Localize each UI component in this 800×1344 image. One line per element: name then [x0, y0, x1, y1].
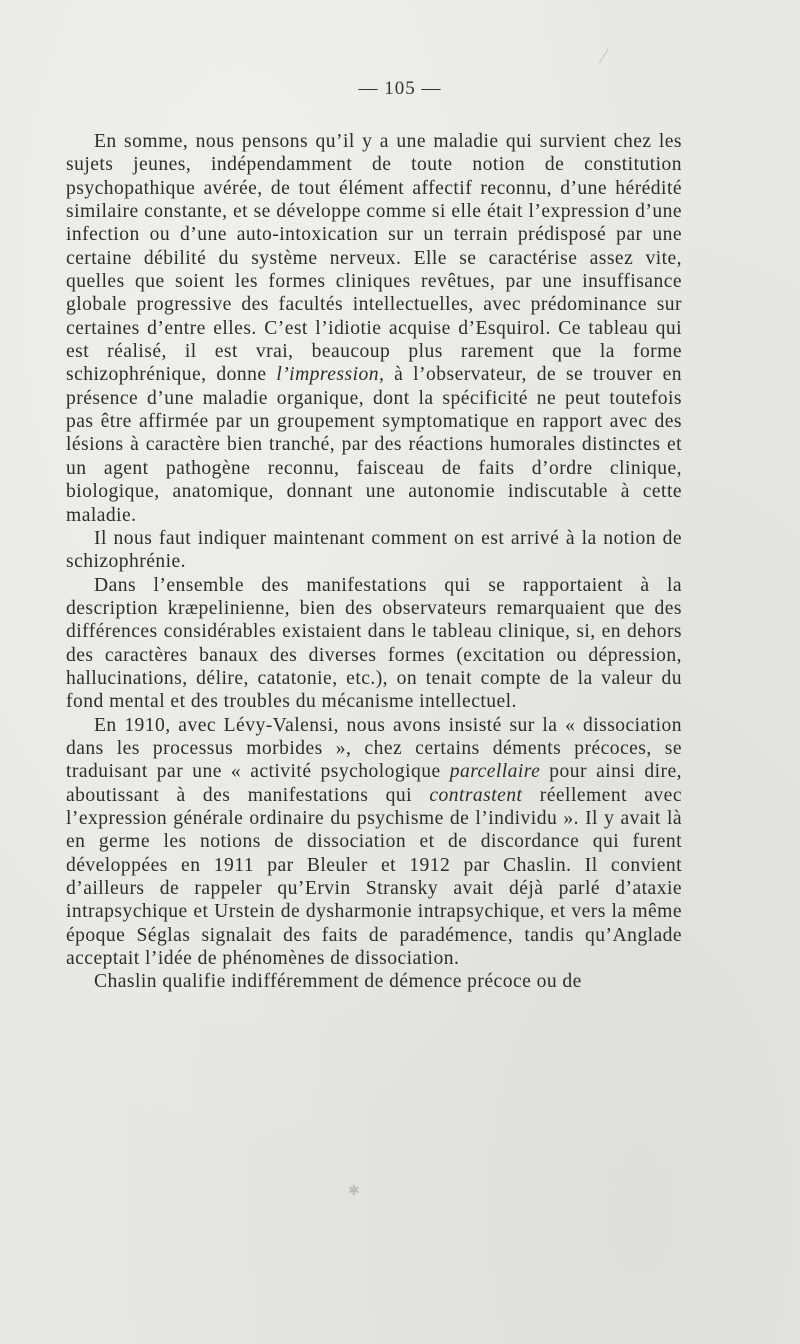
paragraph-text: à l’observateur, de se trouver en présence d’une maladie organique, dont la spécificité ne peut toutefois pas être affirmée par un groupement symptomatique en rapport avec des lésions à caractère bien tranché, par des réactions humorales distinctes et un agent pathogène reconnu, faisceau de faits d’ordre clinique, biologique, anatomique, donnant une autonomie indiscutable à cette maladie. [66, 364, 682, 526]
paper-mark: ⁄ [602, 44, 606, 68]
paragraph-dissociation-1910 [66, 714, 682, 971]
paragraph-text: réellement avec l’expression générale ordinaire du psychisme de l’individu ». Il y avait là en germe les notions de dissociation et de discordance qui furent développées en 1911 par Bleuler et 1912 par Chaslin. Il convient d’ailleurs de rappeler qu’Ervin Stransky avait déjà parlé d’ataxie intrapsychique et Urstein de dysharmonie intrapsychique, et vers la même époque Séglas signalait des faits de paradémence, tandis qu’Anglade acceptait l’idée de phénomènes de dissociation. [66, 784, 682, 970]
paragraph-chaslin [66, 970, 682, 993]
page-number: — 105 — [358, 78, 442, 99]
paragraph-text: En 1910, avec Lévy-Valensi, nous avons insisté sur la « dissociation dans les processus morbides », chez certains déments précoces, se traduisant par une « activité psychologique [66, 714, 682, 783]
paragraph-notion-schizophrenie [66, 527, 682, 574]
paragraph-text: Dans l’ensemble des manifestations qui se rapportaient à la description kræpelinienne, bien des observateurs remarquaient que des différences considérables existaient dans le tableau clinique, si, en dehors des caractères banaux des diverses formes (excitation ou dépression, hallucinations, délire, catatonie, etc.), on tenait compte de la valeur du fond mental et des troubles du mécanisme intellectuel. [66, 574, 682, 713]
paragraph-text: Il nous faut indiquer maintenant comment on est arrivé à la notion de schizophrénie. [66, 527, 682, 573]
italic-text: l’impression, [276, 364, 385, 386]
paragraph-text: Chaslin qualifie indifféremment de démence précoce ou de [94, 971, 582, 993]
italic-text: parcellaire [449, 761, 541, 783]
italic-text: contrastent [429, 784, 523, 806]
paragraph-description-kraepelinienne [66, 574, 682, 714]
paragraph-text: pour ainsi dire, aboutissant à des manifestations qui [66, 761, 682, 806]
ink-speck: ✱ [348, 1183, 360, 1199]
paragraph-text: En somme, nous pensons qu’il y a une maladie qui survient chez les sujets jeunes, indépendamment de toute notion de constitution psychopathique avérée, de tout élément affectif reconnu, d’une hérédité similaire constante, et se développe comme si elle était l’expression d’une infection ou d’une auto-intoxication sur un terrain prédisposé par une certaine débilité du système nerveux. Elle se caractérise assez vite, quelles que soient les formes cliniques revêtues, par une insuffisance globale progressive des facultés intellectuelles, avec prédominance sur certaines d’entre elles. C’est l’idiotie acquise d’Esquirol. Ce tableau qui est réalisé, il est vrai, beaucoup plus rarement que la forme schizophrénique, donne [66, 131, 682, 386]
body-text [66, 130, 682, 994]
paragraph-idiotie-acquise [66, 130, 682, 527]
